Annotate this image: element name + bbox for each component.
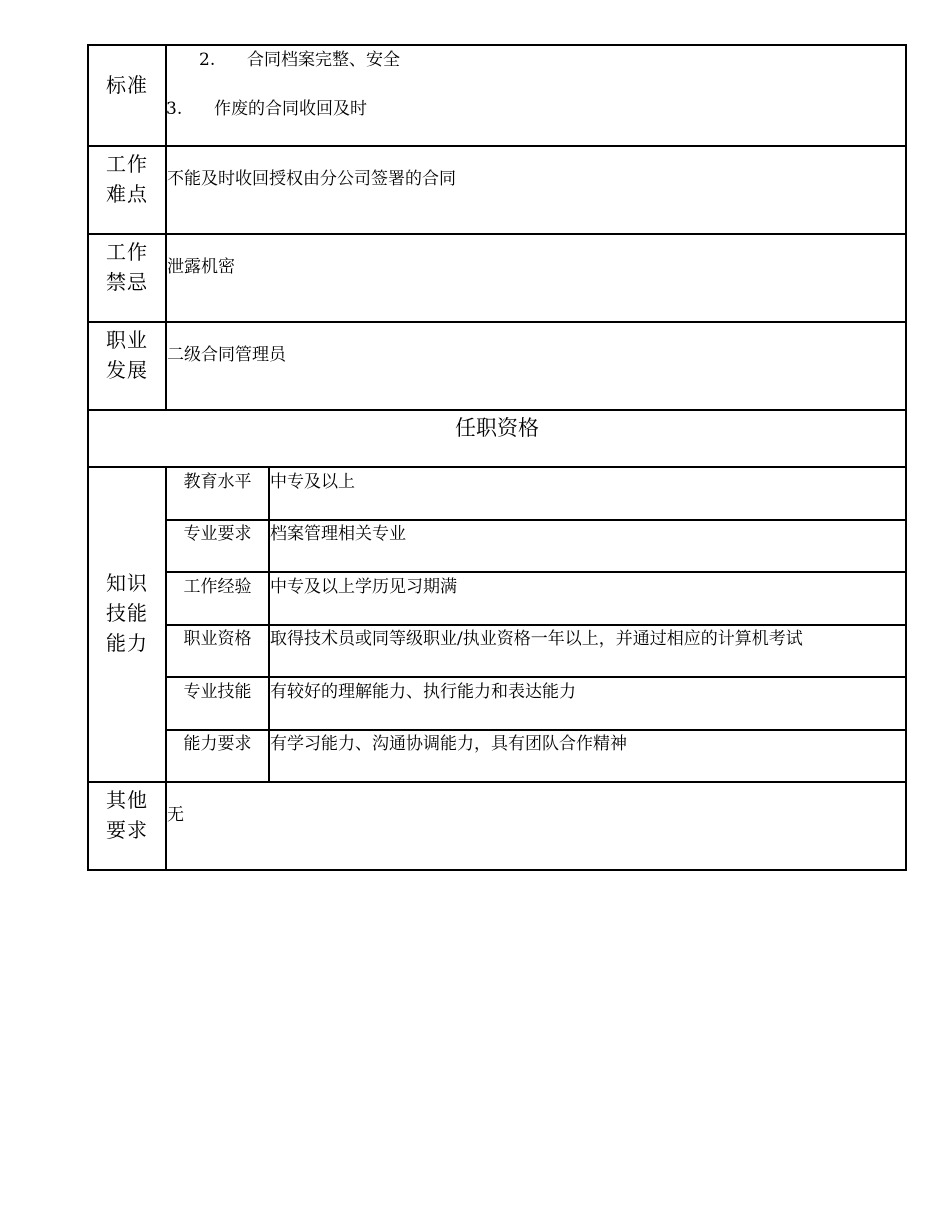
qual-row-divider	[165, 519, 907, 521]
standard-item-2: 2.	[199, 50, 216, 70]
qual-value-certification: 取得技术员或同等级职业/执业资格一年以上，并通过相应的计算机考试	[270, 629, 803, 649]
career-label: 职业 发展	[106, 328, 148, 382]
qual-label-major: 专业要求	[183, 524, 252, 544]
qual-value-skills: 有较好的理解能力、执行能力和表达能力	[270, 682, 576, 702]
difficulty-label: 工作 难点	[106, 152, 148, 206]
qualification-title: 任职资格	[455, 416, 539, 440]
qual-row-divider	[165, 624, 907, 626]
standard-item-2-text: 合同档案完整、安全	[247, 50, 400, 70]
qual-row-divider	[165, 571, 907, 573]
standard-item-3: 3.	[166, 99, 183, 119]
taboo-content: 泄露机密	[167, 257, 235, 277]
difficulty-content: 不能及时收回授权由分公司签署的合同	[167, 169, 456, 189]
row-divider	[87, 781, 907, 783]
qual-value-ability: 有学习能力、沟通协调能力，具有团队合作精神	[270, 734, 627, 754]
row-divider	[87, 409, 907, 411]
standard-label: 标准	[106, 73, 148, 97]
standard-item-3-text: 作废的合同收回及时	[214, 99, 367, 119]
qual-label-skills: 专业技能	[183, 682, 252, 702]
table-border-right	[905, 44, 907, 871]
qualification-group-label: 知识 技能 能力	[106, 571, 148, 655]
table-border-top	[87, 44, 907, 46]
row-divider	[87, 321, 907, 323]
qual-label-education: 教育水平	[183, 472, 252, 492]
other-content: 无	[167, 805, 184, 825]
qual-label-experience: 工作经验	[183, 577, 252, 597]
career-content: 二级合同管理员	[167, 345, 286, 365]
qual-label-certification: 职业资格	[183, 629, 252, 649]
qual-row-divider	[165, 729, 907, 731]
row-divider	[87, 145, 907, 147]
qual-value-major: 档案管理相关专业	[270, 524, 406, 544]
qual-value-experience: 中专及以上学历见习期满	[270, 577, 457, 597]
row-divider	[87, 466, 907, 468]
qual-row-divider	[165, 676, 907, 678]
other-label: 其他 要求	[106, 788, 148, 842]
qual-value-education: 中专及以上	[270, 472, 355, 492]
qual-label-ability: 能力要求	[183, 734, 252, 754]
table-border-bottom	[87, 869, 907, 871]
taboo-label: 工作 禁忌	[106, 240, 148, 294]
row-divider	[87, 233, 907, 235]
